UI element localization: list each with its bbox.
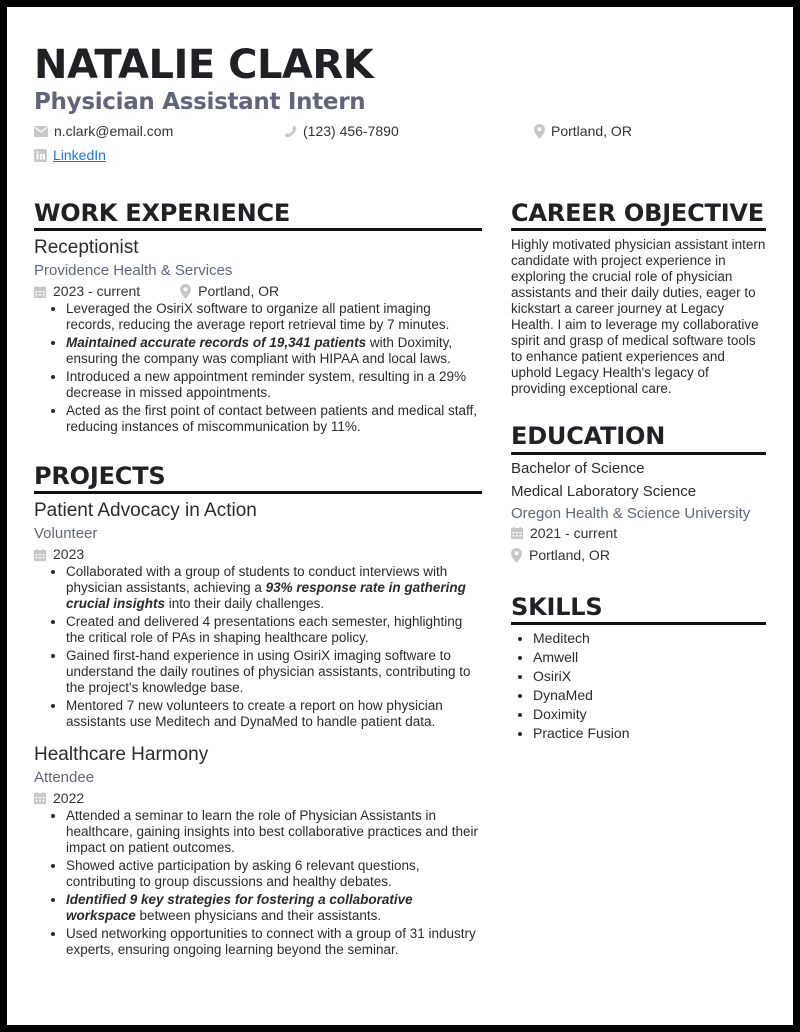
- education-section: [511, 423, 766, 563]
- education-field: Medical Laboratory Science: [511, 483, 697, 501]
- skill-item: • Meditech: [533, 629, 766, 648]
- education-location: Portland, OR: [511, 547, 766, 564]
- projects-heading: PROJECTS: [34, 463, 482, 494]
- contact-location: [534, 123, 632, 139]
- bullet: • Mentored 7 new volunteers to create a report on how physician assistants use Meditech and DynaMed to handle patient data.: [66, 698, 482, 730]
- skills-heading: SKILLS: [511, 594, 766, 625]
- bullet: • Collaborated with a group of students to conduct interviews with physician assistants, achieving a 93% response rate in gathering crucial insights into their daily challenges.: [66, 564, 482, 612]
- bullet: • Attended a seminar to learn the role of Physician Assistants in healthcare, gaining insights into best collaborative practices and their impact on patient outcomes.: [66, 808, 482, 856]
- project-bullets: [34, 564, 482, 730]
- project-meta: [34, 546, 482, 563]
- bullet: • Showed active participation by asking 6 relevant questions, contributing to group discussions and healthy debates.: [66, 858, 482, 890]
- skills-section: [511, 594, 766, 743]
- project-role: Volunteer: [34, 525, 98, 543]
- projects-section: [34, 463, 482, 958]
- project-entry: [34, 500, 482, 730]
- bullet: • Acted as the first point of contact between patients and medical staff, reducing instances of miscommunication by 11%.: [66, 403, 482, 435]
- bullet: • Identified 9 key strategies for fostering a collaborative workspace between physicians and their assistants.: [66, 892, 482, 924]
- contact-linkedin: [34, 147, 106, 163]
- bullet: • Introduced a new appointment reminder system, resulting in a 29% decrease in missed appointments.: [66, 369, 482, 401]
- skill-item: • OsiriX: [533, 667, 766, 686]
- right-column: [511, 200, 766, 743]
- linkedin-icon: [34, 149, 47, 162]
- career-objective-text: Highly motivated physician assistant intern candidate with project experience in exploring the crucial role of physician assistants and their daily duties, eager to kickstart a career journey at Legacy Health. I aim to leverage my collaborative spirit and grasp of medical software tools to enhance patient experiences and uphold Legacy Health's legacy of providing exceptional care.: [511, 237, 766, 397]
- skills-list: [511, 629, 766, 743]
- skill-item: • Practice Fusion: [533, 724, 766, 743]
- job-bullets: [34, 301, 482, 435]
- skill-item: • Doximity: [533, 705, 766, 724]
- education-dates: 2021 - current: [511, 525, 766, 542]
- project-bullets: [34, 808, 482, 958]
- project-meta: [34, 790, 482, 807]
- contact-phone: [284, 123, 399, 139]
- job-role: Receptionist: [34, 237, 139, 259]
- project-name: Healthcare Harmony: [34, 743, 209, 765]
- candidate-title: Physician Assistant Intern: [34, 89, 366, 115]
- career-objective-section: [511, 200, 766, 397]
- project-dates: 2023: [34, 546, 84, 563]
- project-dates: 2022: [34, 790, 84, 807]
- job-entry: [34, 237, 482, 435]
- contact-email: [34, 123, 173, 139]
- calendar-icon: [511, 527, 523, 539]
- project-name: Patient Advocacy in Action: [34, 500, 257, 522]
- job-location: Portland, OR: [180, 283, 279, 300]
- calendar-icon: [34, 286, 46, 298]
- map-pin-icon: [180, 284, 191, 299]
- education-school: Oregon Health & Science University: [511, 504, 751, 522]
- job-dates: 2023 - current: [34, 283, 140, 300]
- calendar-icon: [34, 549, 46, 561]
- project-entry: [34, 744, 482, 958]
- career-objective-heading: CAREER OBJECTIVE: [511, 200, 766, 231]
- left-column: [34, 200, 482, 960]
- envelope-icon: [34, 126, 48, 137]
- job-meta: [34, 283, 482, 300]
- bullet: • Gained first-hand experience in using OsiriX imaging software to understand the daily routines of physician assistants, contributing to the project's knowledge base.: [66, 648, 482, 696]
- map-pin-icon: [534, 124, 545, 139]
- work-experience-heading: WORK EXPERIENCE: [34, 200, 482, 231]
- bullet: • Leveraged the OsiriX software to organize all patient imaging records, reducing the average report retrieval time by 7 minutes.: [66, 301, 482, 333]
- bullet: • Created and delivered 4 presentations each semester, highlighting the critical role of PAs in shaping healthcare policy.: [66, 614, 482, 646]
- education-heading: EDUCATION: [511, 423, 766, 454]
- skill-item: • Amwell: [533, 648, 766, 667]
- bullet: • Maintained accurate records of 19,341 patients with Doximity, ensuring the company was compliant with HIPAA and local laws.: [66, 335, 482, 367]
- skill-item: • DynaMed: [533, 686, 766, 705]
- education-degree: Bachelor of Science: [511, 459, 645, 477]
- phone-icon: [284, 125, 297, 138]
- job-company: Providence Health & Services: [34, 262, 233, 280]
- calendar-icon: [34, 792, 46, 804]
- phone-text: (123) 456-7890: [303, 123, 399, 139]
- linkedin-link[interactable]: LinkedIn: [53, 147, 106, 163]
- location-text: Portland, OR: [551, 123, 632, 139]
- email-text: n.clark@email.com: [54, 123, 174, 139]
- bullet: • Used networking opportunities to connect with a group of 31 industry experts, ensuring ongoing learning beyond the seminar.: [66, 926, 482, 958]
- map-pin-icon: [511, 548, 522, 563]
- project-role: Attendee: [34, 768, 95, 786]
- candidate-name: NATALIE CLARK: [34, 42, 374, 88]
- work-experience-section: [34, 200, 482, 435]
- resume-page: [7, 7, 793, 1025]
